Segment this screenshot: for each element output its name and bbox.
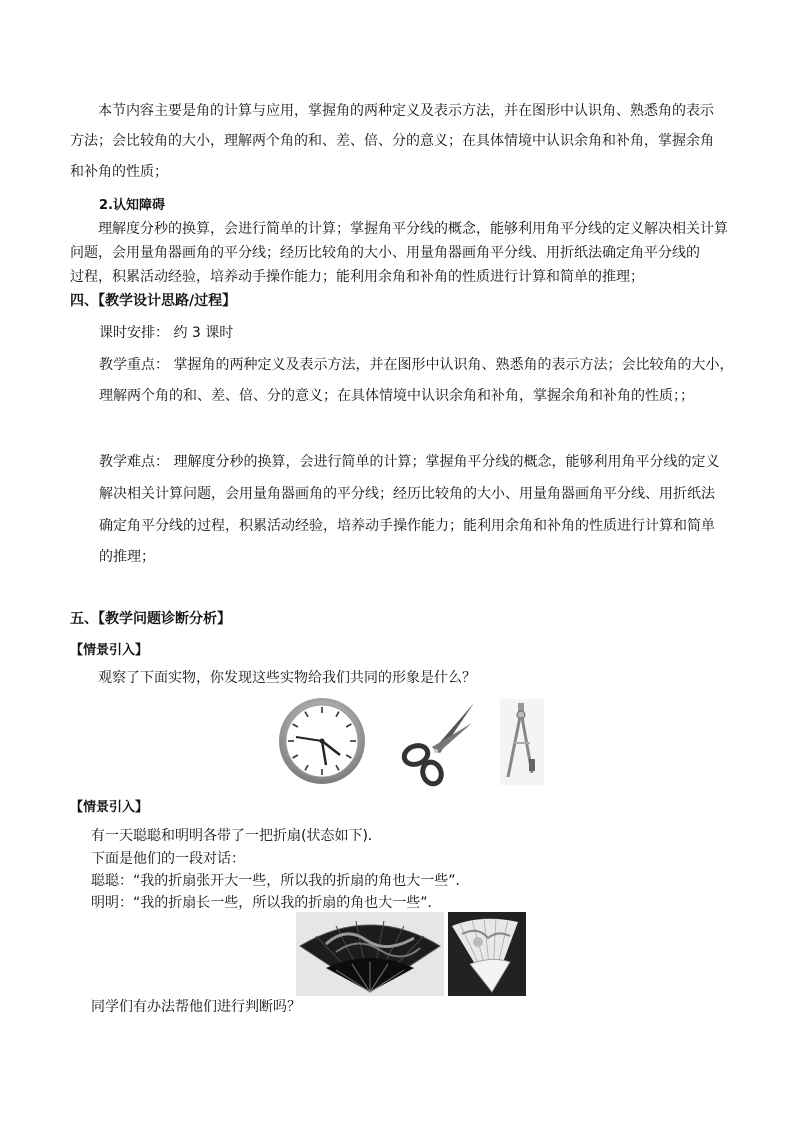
difficulty-line-1: 教学难点： 理解度分秒的换算，会进行简单的计算；掌握角平分线的概念，能够利用角平分线的定义 [99,454,720,470]
schedule-text: 课时安排： 约 3 课时 [99,325,234,341]
scene2-line-3: 聪聪：“我的折扇张开大一些，所以我的折扇的角也大一些”． [91,873,470,889]
black-fan-image [296,912,444,996]
intro-line-1: 本节内容主要是角的计算与应用，掌握角的两种定义及表示方法，并在图形中认识角、熟悉角的表示 [98,103,714,119]
obstacles-line-3: 过程，积累活动经验，培养动手操作能力；能利用余角和补角的性质进行计算和简单的推理； [70,269,644,285]
obstacles-line-1: 理解度分秒的换算，会进行简单的计算；掌握角平分线的概念，能够利用角平分线的定义解决相关计算 [98,221,728,237]
scene2-line-2: 下面是他们的一段对话： [91,851,245,867]
key-points-line-2: 理解两个角的和、差、倍、分的意义；在具体情境中认识余角和补角，掌握余角和补角的性质；； [99,388,694,404]
scene2-line-4: 明明：“我的折扇长一些，所以我的折扇的角也大一些”． [91,895,442,911]
section5-heading: 五、【教学问题诊断分析】 [70,611,231,627]
closing-question: 同学们有办法帮他们进行判断吗？ [91,999,301,1015]
scene1-heading: 【情景引入】 [70,643,149,658]
scene1-text: 观察了下面实物，你发现这些实物给我们共同的形象是什么？ [98,670,476,686]
intro-line-3: 和补角的性质； [70,164,168,180]
scene2-line-1: 有一天聪聪和明明各带了一把折扇(状态如下)． [91,828,382,844]
key-points-line-1: 教学重点： 掌握角的两种定义及表示方法，并在图形中认识角、熟悉角的表示方法；会比较角的大小， [99,357,734,373]
intro-line-2: 方法；会比较角的大小，理解两个角的和、差、倍、分的意义；在具体情境中认识余角和补角，掌握余角 [70,133,714,149]
difficulty-line-3: 确定角平分线的过程，积累活动经验，培养动手操作能力；能利用余角和补角的性质进行计算和简单 [99,518,715,534]
clock-icon [278,697,366,785]
compass-icon [500,699,544,785]
difficulty-line-4: 的推理； [99,549,155,565]
scissors-icon [394,697,478,787]
scene2-heading: 【情景引入】 [70,800,149,815]
white-fan-image [448,912,526,996]
difficulty-line-2: 解决相关计算问题，会用量角器画角的平分线；经历比较角的大小、用量角器画角平分线、用折纸法 [99,486,715,502]
section4-heading: 四、【教学设计思路/过程】 [70,293,237,309]
obstacles-line-2: 问题，会用量角器画角的平分线；经历比较角的大小、用量角器画角平分线、用折纸法确定角平分线的 [70,245,700,261]
obstacles-heading: 2.认知障碍 [99,198,165,213]
